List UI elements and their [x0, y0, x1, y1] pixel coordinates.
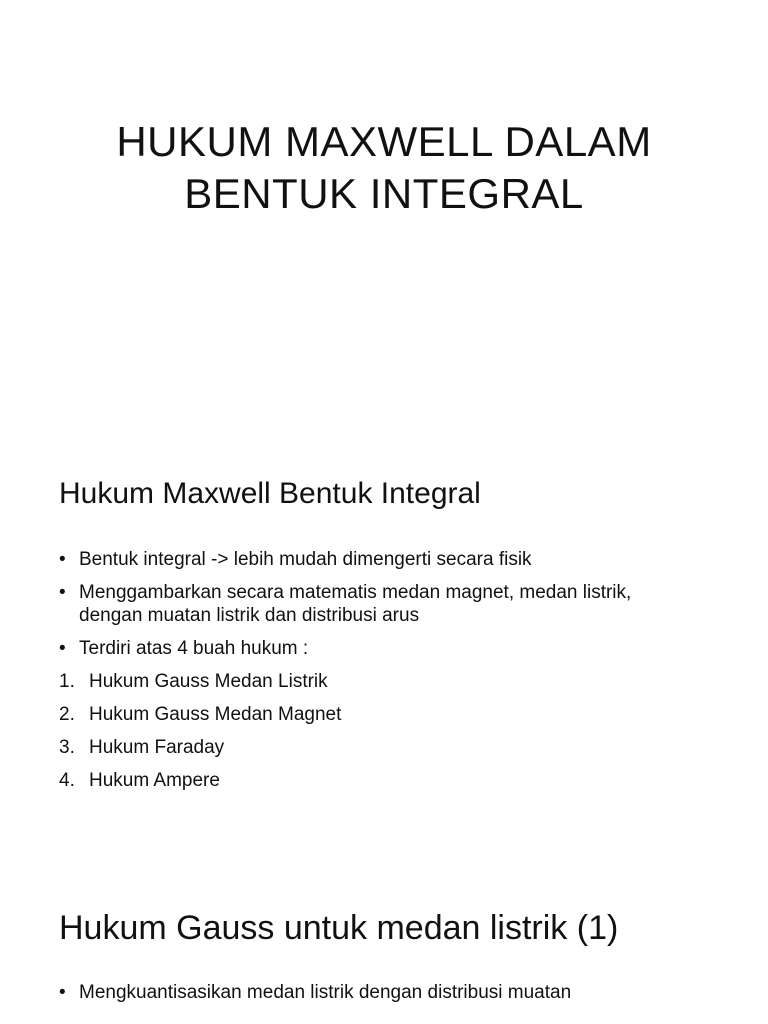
numbered-text: Hukum Ampere — [89, 770, 220, 791]
list-item — [59, 637, 719, 660]
slide-gauss-electric — [0, 870, 768, 1024]
bullet-text: Bentuk integral -> lebih mudah dimengerti secara fisik — [79, 549, 532, 570]
bullet-marker: • — [59, 549, 66, 570]
numbered-text: Hukum Gauss Medan Listrik — [89, 671, 328, 692]
number-marker: 4. — [59, 770, 75, 791]
slide-heading: Hukum Maxwell Bentuk Integral — [59, 477, 481, 510]
number-marker: 3. — [59, 737, 75, 758]
list-item — [59, 581, 719, 627]
title-line-2: BENTUK INTEGRAL — [184, 170, 584, 217]
bullet-list — [59, 548, 719, 802]
numbered-item — [59, 670, 719, 693]
slide-title — [0, 0, 768, 430]
bullet-text — [79, 581, 719, 627]
number-marker: 2. — [59, 704, 75, 725]
bullet-text-line: Menggambarkan secara matematis medan magnet, medan listrik, — [79, 582, 632, 603]
number-marker: 1. — [59, 671, 75, 692]
bullet-text: Mengkuantisasikan medan listrik dengan distribusi muatan — [79, 982, 572, 1003]
slide-overview — [0, 430, 768, 870]
numbered-text: Hukum Gauss Medan Magnet — [89, 704, 342, 725]
numbered-item — [59, 703, 719, 726]
list-item — [59, 981, 739, 1004]
numbered-item — [59, 736, 719, 759]
numbered-item — [59, 769, 719, 792]
bullet-list — [59, 981, 739, 1014]
bullet-marker: • — [59, 982, 66, 1003]
bullet-marker: • — [59, 582, 66, 603]
numbered-text: Hukum Faraday — [89, 737, 225, 758]
presentation-title — [0, 116, 768, 220]
slide-heading: Hukum Gauss untuk medan listrik (1) — [59, 909, 619, 947]
title-line-1: HUKUM MAXWELL DALAM — [116, 118, 652, 165]
list-item — [59, 548, 719, 571]
bullet-text-line: dengan muatan listrik dan distribusi arus — [79, 605, 420, 626]
bullet-text: Terdiri atas 4 buah hukum : — [79, 638, 309, 659]
bullet-marker: • — [59, 638, 66, 659]
